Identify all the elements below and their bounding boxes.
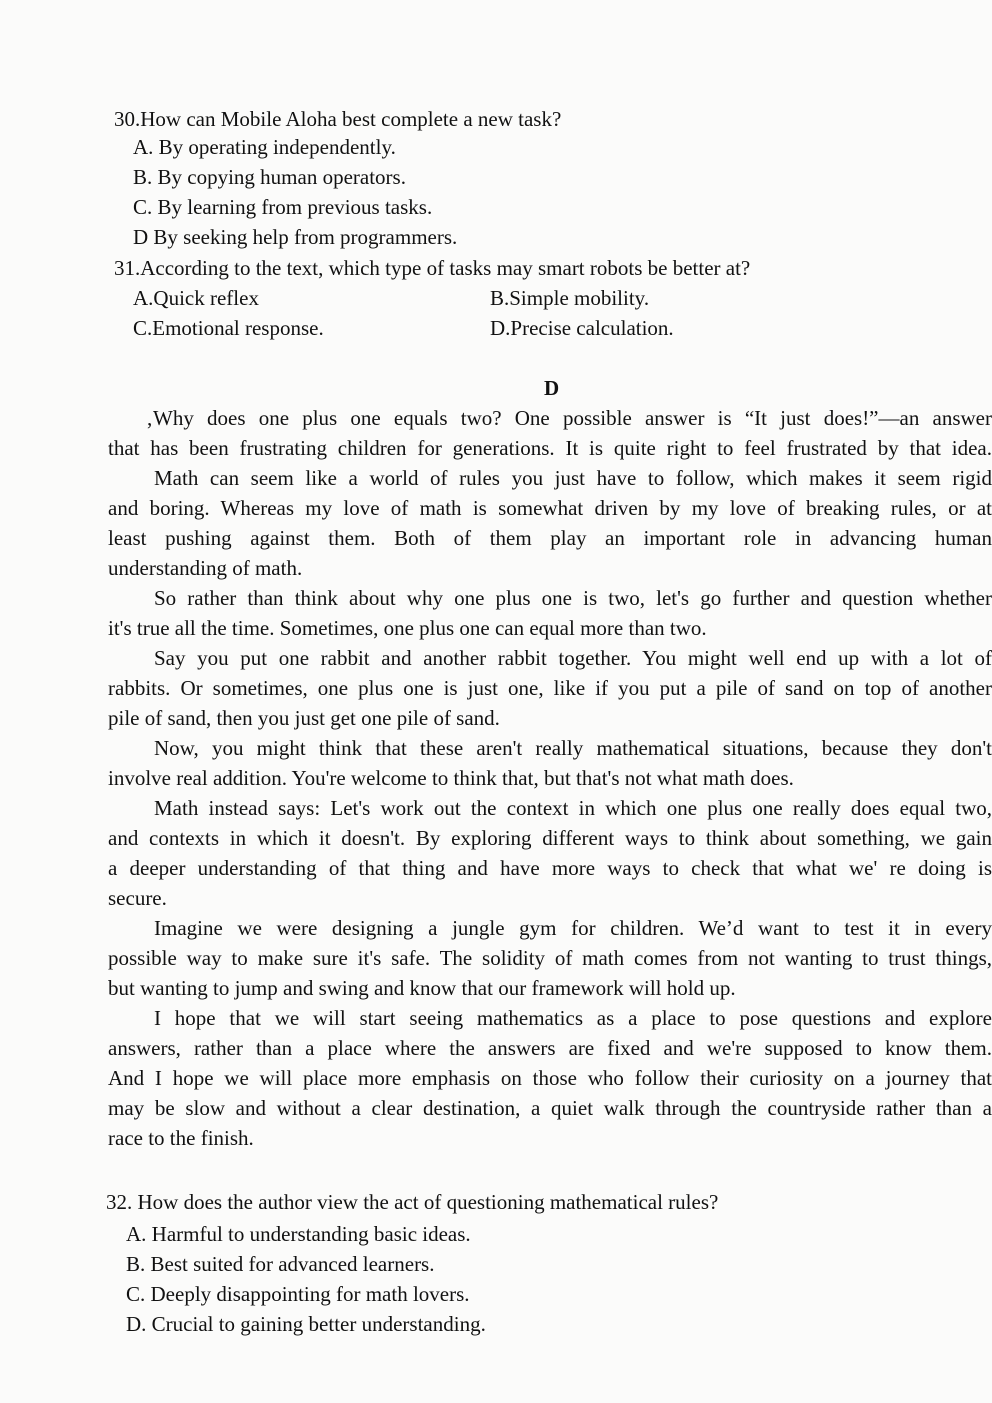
passage-line: involve real addition. You're welcome to think that, but that's not what math does.	[108, 766, 794, 790]
question-30-option-c: C. By learning from previous tasks.	[133, 195, 433, 219]
question-32-stem: 32. How does the author view the act of questioning mathematical rules?	[106, 1190, 719, 1214]
question-31-stem: 31.According to the text, which type of tasks may smart robots be better at?	[114, 256, 751, 280]
passage-line: Say you put one rabbit and another rabbit together. You might well end up with a lot of	[154, 646, 992, 670]
passage-line: and contexts in which it doesn't. By exploring different ways to think about something, we gain	[108, 826, 992, 850]
passage-line: And I hope we will place more emphasis on those who follow their curiosity on a journey that	[108, 1066, 992, 1090]
passage-line: a deeper understanding of that thing and have more ways to check that what we' re doing is	[108, 856, 992, 880]
passage-heading: D	[544, 376, 560, 400]
passage-line: race to the finish.	[108, 1126, 254, 1150]
question-32-option-d: D. Crucial to gaining better understanding.	[126, 1312, 486, 1336]
question-30-stem: 30.How can Mobile Aloha best complete a new task?	[114, 107, 562, 131]
passage-line: So rather than think about why one plus one is two, let's go further and question whether	[154, 586, 992, 610]
passage-line: rabbits. Or sometimes, one plus one is just one, like if you put a pile of sand on top of another	[108, 676, 992, 700]
passage-text	[108, 403, 992, 1153]
passage-line: it's true all the time. Sometimes, one plus one can equal more than two.	[108, 616, 707, 640]
passage-line: secure.	[108, 886, 167, 910]
passage-line: that has been frustrating children for generations. It is quite right to feel frustrated by that idea.	[108, 436, 992, 460]
passage-line: Now, you might think that these aren't really mathematical situations, because they don't	[154, 736, 992, 760]
question-30-option-d: D By seeking help from programmers.	[133, 225, 458, 249]
question-31-option-a: A.Quick reflex	[133, 286, 259, 310]
question-32-option-a: A. Harmful to understanding basic ideas.	[126, 1222, 471, 1246]
passage-line: least pushing against them. Both of them play an important role in advancing human	[108, 526, 992, 550]
question-30-option-a: A. By operating independently.	[133, 135, 396, 159]
question-31-option-d: D.Precise calculation.	[490, 316, 674, 340]
passage-line: Math instead says: Let's work out the context in which one plus one really does equal two,	[154, 796, 992, 820]
passage-line: I hope that we will start seeing mathematics as a place to pose questions and explore	[154, 1006, 992, 1030]
passage-line: understanding of math.	[108, 556, 303, 580]
passage-line: and boring. Whereas my love of math is somewhat driven by my love of breaking rules, or at	[108, 496, 992, 520]
passage-line: may be slow and without a clear destination, a quiet walk through the countryside rather than a	[108, 1096, 992, 1120]
passage-line: Math can seem like a world of rules you just have to follow, which makes it seem rigid	[154, 466, 992, 490]
passage-line: Imagine we were designing a jungle gym for children. We’d want to test it in every	[154, 916, 992, 940]
question-31-option-b: B.Simple mobility.	[490, 286, 650, 310]
question-31-option-c: C.Emotional response.	[133, 316, 324, 340]
question-32-option-c: C. Deeply disappointing for math lovers.	[126, 1282, 470, 1306]
question-30-option-b: B. By copying human operators.	[133, 165, 406, 189]
passage-line: pile of sand, then you just get one pile of sand.	[108, 706, 500, 730]
passage-line: possible way to make sure it's safe. The solidity of math comes from not wanting to trust things,	[108, 946, 992, 970]
passage-line: ‚Why does one plus one equals two? One possible answer is “It just does!”—an answer	[146, 406, 992, 430]
question-32-option-b: B. Best suited for advanced learners.	[126, 1252, 435, 1276]
passage-line: but wanting to jump and swing and know that our framework will hold up.	[108, 976, 736, 1000]
passage-line: answers, rather than a place where the answers are fixed and we're supposed to know them.	[108, 1036, 992, 1060]
